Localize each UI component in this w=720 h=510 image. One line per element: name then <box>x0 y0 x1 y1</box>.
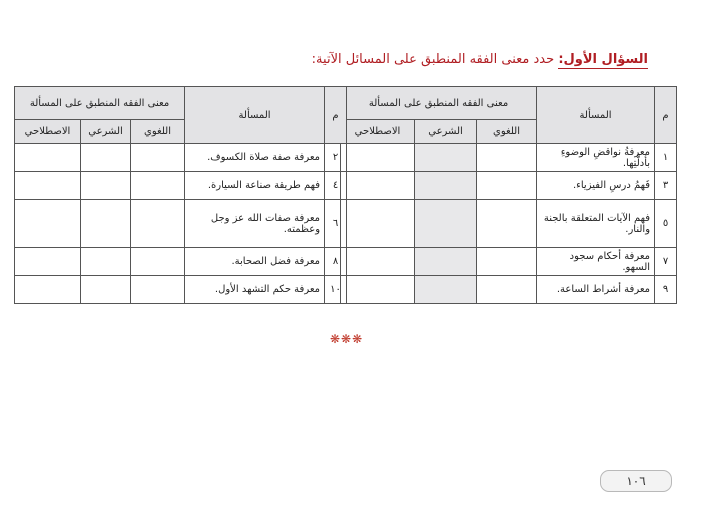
answer-cell-linguistic[interactable] <box>131 144 185 172</box>
table-row <box>15 144 347 172</box>
col-technical-header: الاصطلاحي <box>341 120 415 144</box>
answer-cell-linguistic[interactable] <box>477 144 537 172</box>
table-row <box>341 172 677 200</box>
answer-cell-technical[interactable] <box>341 248 415 276</box>
answer-cell-linguistic[interactable] <box>477 248 537 276</box>
answer-cell-linguistic[interactable] <box>477 200 537 248</box>
table-row <box>341 276 677 304</box>
answer-cell-linguistic[interactable] <box>131 200 185 248</box>
row-number: ٩ <box>655 276 677 304</box>
row-issue: معرفة صفة صلاة الكسوف. <box>185 144 325 172</box>
row-issue: معرفة أحكام سجود السهو. <box>537 248 655 276</box>
page-number: ١٠٦ <box>600 470 672 492</box>
row-number: ٥ <box>655 200 677 248</box>
table-row <box>341 200 677 248</box>
answer-cell-legal[interactable] <box>81 144 131 172</box>
answer-cell-linguistic[interactable] <box>477 276 537 304</box>
row-issue: معرفة صفات الله عز وجل وعظمته. <box>185 200 325 248</box>
answer-cell-technical[interactable] <box>341 276 415 304</box>
table-row <box>15 276 347 304</box>
col-technical-header: الاصطلاحي <box>15 120 81 144</box>
answer-cell-technical[interactable] <box>15 200 81 248</box>
answer-cell-technical[interactable] <box>341 144 415 172</box>
question-instruction: حدد معنى الفقه المنطبق على المسائل الآتية: <box>311 52 555 67</box>
table-row <box>15 248 347 276</box>
row-issue: معرفة حكم التشهد الأول. <box>185 276 325 304</box>
answer-cell-linguistic[interactable] <box>131 276 185 304</box>
col-issue-header: المسألة <box>185 87 325 144</box>
answer-cell-technical[interactable] <box>15 248 81 276</box>
row-number: ١٠ <box>325 276 347 304</box>
answer-cell-technical[interactable] <box>15 144 81 172</box>
col-meaning-header: معنى الفقه المنطبق على المسألة <box>15 87 185 120</box>
row-number: ٦ <box>325 200 347 248</box>
answer-cell-technical[interactable] <box>341 172 415 200</box>
answer-cell-legal[interactable] <box>81 276 131 304</box>
col-num-header: م <box>325 87 347 144</box>
col-legal-header: الشرعي <box>81 120 131 144</box>
col-issue-header: المسألة <box>537 87 655 144</box>
table-row <box>15 200 347 248</box>
row-issue: معرفة فضل الصحابة. <box>185 248 325 276</box>
row-number: ٤ <box>325 172 347 200</box>
answer-cell-legal[interactable] <box>415 200 477 248</box>
row-issue: فهم طريقة صناعة السيارة. <box>185 172 325 200</box>
answer-cell-technical[interactable] <box>15 276 81 304</box>
answer-cell-legal[interactable] <box>415 144 477 172</box>
exercise-heading <box>312 52 648 67</box>
row-number: ٣ <box>655 172 677 200</box>
row-number: ١ <box>655 144 677 172</box>
row-number: ٧ <box>655 248 677 276</box>
answer-cell-legal[interactable] <box>415 172 477 200</box>
row-issue: فهم الآيات المتعلقة بالجنة والنار. <box>537 200 655 248</box>
col-legal-header: الشرعي <box>415 120 477 144</box>
col-meaning-header: معنى الفقه المنطبق على المسألة <box>341 87 537 120</box>
answer-cell-technical[interactable] <box>341 200 415 248</box>
row-issue: معرفة أشراط الساعة. <box>537 276 655 304</box>
col-num-header: م <box>655 87 677 144</box>
issues-table-right <box>340 86 677 304</box>
question-label: السؤال الأول: <box>558 52 648 67</box>
answer-cell-linguistic[interactable] <box>477 172 537 200</box>
row-number: ٨ <box>325 248 347 276</box>
row-issue: معرفةُ نواقضِ الوضوءِ بأدلَّتِها. <box>537 144 655 172</box>
answer-cell-linguistic[interactable] <box>131 172 185 200</box>
answer-cell-legal[interactable] <box>81 248 131 276</box>
answer-cell-legal[interactable] <box>81 172 131 200</box>
answer-cell-legal[interactable] <box>415 248 477 276</box>
table-row <box>341 144 677 172</box>
col-linguistic-header: اللغوي <box>477 120 537 144</box>
table-row <box>15 172 347 200</box>
col-linguistic-header: اللغوي <box>131 120 185 144</box>
issues-table-left <box>14 86 347 304</box>
answer-cell-legal[interactable] <box>81 200 131 248</box>
section-divider-ornament: ❋❋❋ <box>330 332 364 346</box>
answer-cell-linguistic[interactable] <box>131 248 185 276</box>
answer-cell-legal[interactable] <box>415 276 477 304</box>
row-number: ٢ <box>325 144 347 172</box>
answer-cell-technical[interactable] <box>15 172 81 200</box>
row-issue: فَهمُ درسِ الفيزياء. <box>537 172 655 200</box>
table-row <box>341 248 677 276</box>
